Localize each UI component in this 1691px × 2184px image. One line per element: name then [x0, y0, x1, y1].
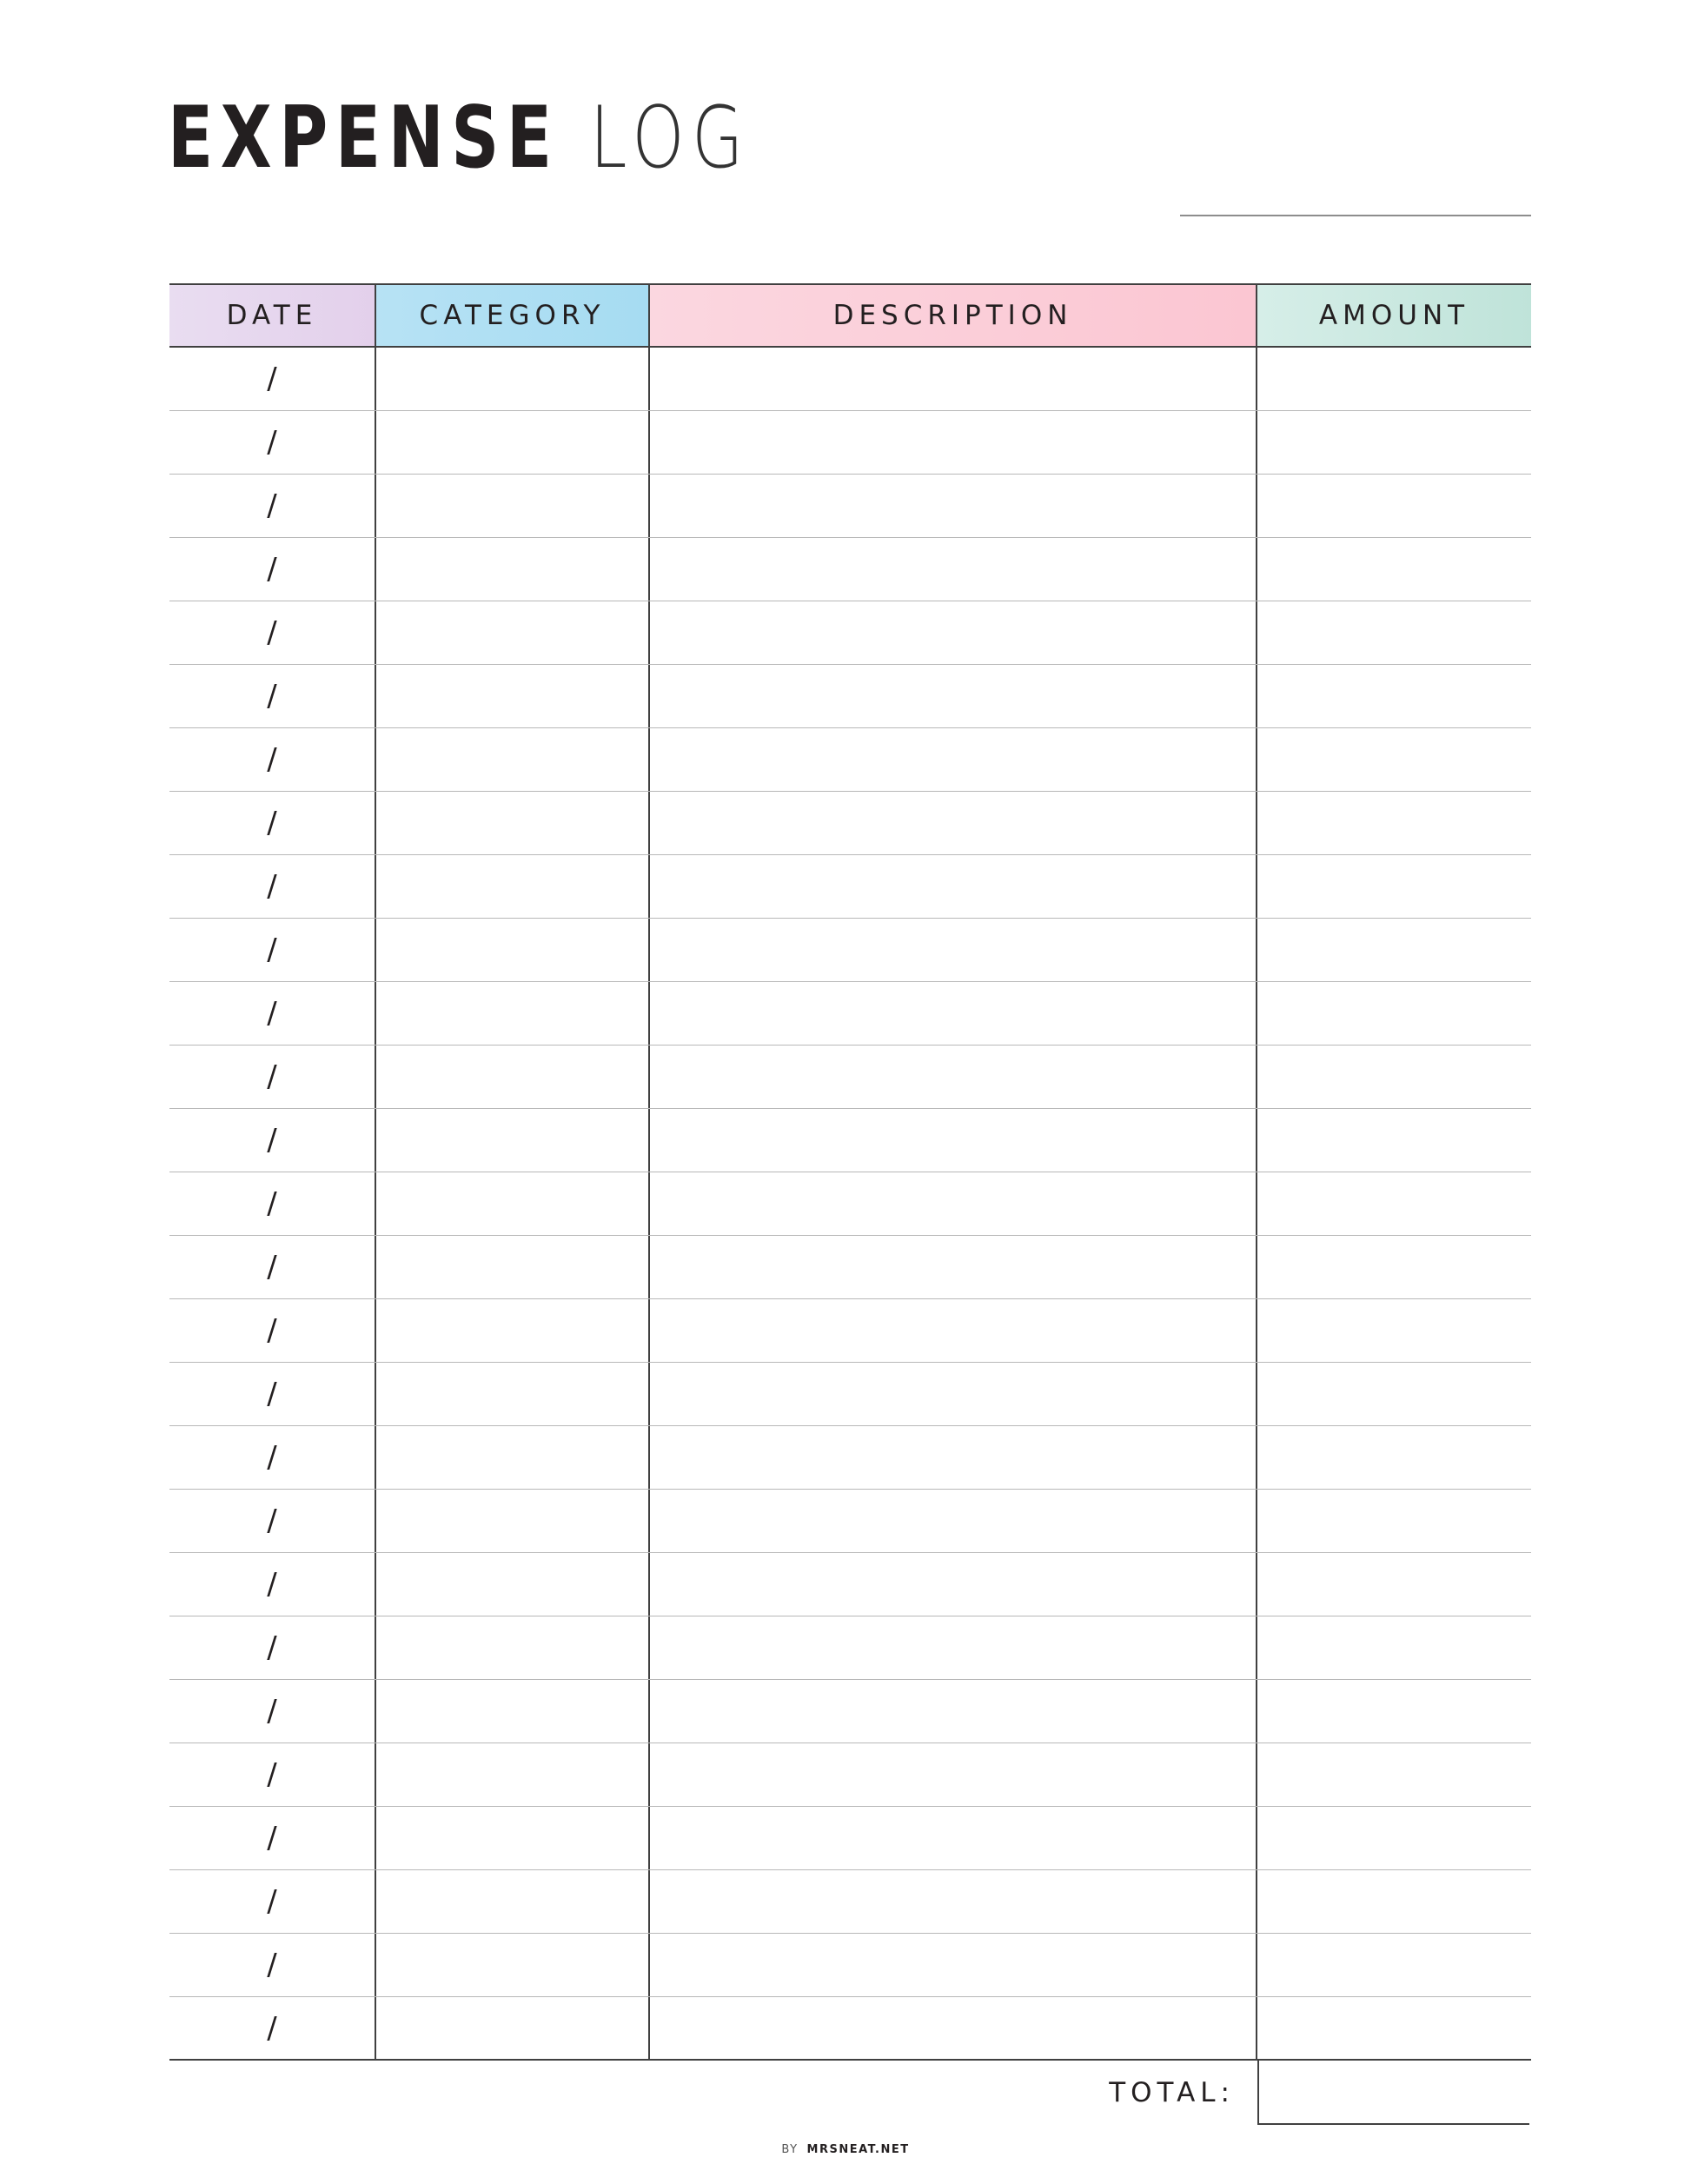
amount-cell[interactable] [1257, 1172, 1531, 1235]
date-cell[interactable]: / [169, 1172, 376, 1235]
table-row [169, 601, 1531, 665]
description-cell[interactable] [650, 1236, 1257, 1298]
category-cell[interactable] [376, 1680, 650, 1743]
date-cell[interactable]: / [169, 1553, 376, 1616]
description-cell[interactable] [650, 982, 1257, 1045]
description-cell[interactable] [650, 1172, 1257, 1235]
amount-cell[interactable] [1257, 1616, 1531, 1679]
date-cell[interactable]: / [169, 665, 376, 727]
description-cell[interactable] [650, 919, 1257, 981]
table-header [169, 283, 1531, 348]
header-description: DESCRIPTION [650, 285, 1257, 346]
description-cell[interactable] [650, 728, 1257, 791]
header-amount: AMOUNT [1257, 285, 1531, 346]
footer-by: BY [781, 2143, 799, 2156]
table-row [169, 1997, 1531, 2061]
amount-cell[interactable] [1257, 538, 1531, 601]
expense-table [169, 283, 1531, 2125]
amount-cell[interactable] [1257, 1553, 1531, 1616]
table-row [169, 348, 1531, 411]
table-row [169, 1616, 1531, 1680]
table-row [169, 792, 1531, 855]
amount-cell[interactable] [1257, 665, 1531, 727]
amount-cell[interactable] [1257, 1743, 1531, 1806]
date-cell[interactable]: / [169, 1997, 376, 2059]
date-cell[interactable]: / [169, 1743, 376, 1806]
category-cell[interactable] [376, 1490, 650, 1552]
amount-cell[interactable] [1257, 982, 1531, 1045]
table-row [169, 665, 1531, 728]
date-cell[interactable]: / [169, 855, 376, 918]
description-cell[interactable] [650, 538, 1257, 601]
table-body [169, 348, 1531, 2061]
amount-cell[interactable] [1257, 1299, 1531, 1362]
date-cell[interactable]: / [169, 1426, 376, 1489]
date-cell[interactable]: / [169, 1299, 376, 1362]
header-category: CATEGORY [376, 285, 650, 346]
table-row [169, 1046, 1531, 1109]
title-light: LOG [589, 89, 751, 188]
date-cell[interactable]: / [169, 1046, 376, 1108]
date-cell[interactable]: / [169, 348, 376, 410]
category-cell[interactable] [376, 1172, 650, 1235]
date-cell[interactable]: / [169, 1807, 376, 1869]
category-cell[interactable] [376, 1743, 650, 1806]
description-cell[interactable] [650, 1299, 1257, 1362]
category-cell[interactable] [376, 1807, 650, 1869]
description-cell[interactable] [650, 1553, 1257, 1616]
category-cell[interactable] [376, 348, 650, 410]
date-cell[interactable]: / [169, 475, 376, 537]
table-row [169, 1934, 1531, 1997]
category-cell[interactable] [376, 982, 650, 1045]
amount-cell[interactable] [1257, 348, 1531, 410]
description-cell[interactable] [650, 475, 1257, 537]
description-cell[interactable] [650, 855, 1257, 918]
footer-brand: MRSNEAT.NET [806, 2143, 910, 2156]
table-row [169, 1870, 1531, 1934]
date-cell[interactable]: / [169, 1490, 376, 1552]
amount-cell[interactable] [1257, 855, 1531, 918]
amount-cell[interactable] [1257, 475, 1531, 537]
amount-cell[interactable] [1257, 601, 1531, 664]
table-row [169, 1743, 1531, 1807]
header-date: DATE [169, 285, 376, 346]
amount-cell[interactable] [1257, 1109, 1531, 1172]
description-cell[interactable] [650, 348, 1257, 410]
category-cell[interactable] [376, 1934, 650, 1996]
table-row [169, 1490, 1531, 1553]
date-cell[interactable]: / [169, 411, 376, 474]
amount-cell[interactable] [1257, 728, 1531, 791]
amount-cell[interactable] [1257, 1997, 1531, 2059]
amount-cell[interactable] [1257, 1934, 1531, 1996]
table-row [169, 1807, 1531, 1870]
table-row [169, 855, 1531, 919]
category-cell[interactable] [376, 919, 650, 981]
description-cell[interactable] [650, 601, 1257, 664]
description-cell[interactable] [650, 1934, 1257, 1996]
description-cell[interactable] [650, 1490, 1257, 1552]
total-label: TOTAL: [1109, 2077, 1235, 2108]
date-cell[interactable]: / [169, 1363, 376, 1425]
date-cell[interactable]: / [169, 1934, 376, 1996]
description-cell[interactable] [650, 792, 1257, 854]
date-cell[interactable]: / [169, 982, 376, 1045]
category-cell[interactable] [376, 1046, 650, 1108]
table-row [169, 538, 1531, 601]
table-row [169, 1363, 1531, 1426]
page-title [168, 89, 751, 188]
category-cell[interactable] [376, 1870, 650, 1933]
total-amount-field[interactable] [1257, 2061, 1529, 2125]
table-row [169, 411, 1531, 475]
description-cell[interactable] [650, 1870, 1257, 1933]
category-cell[interactable] [376, 1299, 650, 1362]
date-cell[interactable]: / [169, 1680, 376, 1743]
amount-cell[interactable] [1257, 1046, 1531, 1108]
description-cell[interactable] [650, 1807, 1257, 1869]
category-cell[interactable] [376, 1236, 650, 1298]
description-cell[interactable] [650, 665, 1257, 727]
footer-credit [0, 2143, 1691, 2156]
date-cell[interactable]: / [169, 728, 376, 791]
category-cell[interactable] [376, 1553, 650, 1616]
table-row [169, 1553, 1531, 1616]
category-cell[interactable] [376, 728, 650, 791]
description-cell[interactable] [650, 1363, 1257, 1425]
date-cell[interactable]: / [169, 919, 376, 981]
date-cell[interactable]: / [169, 1236, 376, 1298]
category-cell[interactable] [376, 1616, 650, 1679]
table-row [169, 1172, 1531, 1236]
category-cell[interactable] [376, 475, 650, 537]
date-cell[interactable]: / [169, 538, 376, 601]
name-write-line[interactable] [1180, 215, 1531, 216]
table-row [169, 1109, 1531, 1172]
amount-cell[interactable] [1257, 1236, 1531, 1298]
date-cell[interactable]: / [169, 1870, 376, 1933]
category-cell[interactable] [376, 601, 650, 664]
date-cell[interactable]: / [169, 1616, 376, 1679]
category-cell[interactable] [376, 538, 650, 601]
category-cell[interactable] [376, 1997, 650, 2059]
date-cell[interactable]: / [169, 1109, 376, 1172]
table-row [169, 475, 1531, 538]
amount-cell[interactable] [1257, 1870, 1531, 1933]
category-cell[interactable] [376, 1109, 650, 1172]
amount-cell[interactable] [1257, 1807, 1531, 1869]
table-row [169, 982, 1531, 1046]
category-cell[interactable] [376, 411, 650, 474]
description-cell[interactable] [650, 1743, 1257, 1806]
description-cell[interactable] [650, 1046, 1257, 1108]
category-cell[interactable] [376, 855, 650, 918]
category-cell[interactable] [376, 792, 650, 854]
category-cell[interactable] [376, 1363, 650, 1425]
category-cell[interactable] [376, 1426, 650, 1489]
table-row [169, 728, 1531, 792]
amount-cell[interactable] [1257, 919, 1531, 981]
table-row [169, 1426, 1531, 1490]
total-row [169, 2061, 1531, 2125]
amount-cell[interactable] [1257, 1363, 1531, 1425]
date-cell[interactable]: / [169, 792, 376, 854]
table-row [169, 1680, 1531, 1743]
category-cell[interactable] [376, 665, 650, 727]
amount-cell[interactable] [1257, 1680, 1531, 1743]
amount-cell[interactable] [1257, 792, 1531, 854]
description-cell[interactable] [650, 1426, 1257, 1489]
description-cell[interactable] [650, 1616, 1257, 1679]
description-cell[interactable] [650, 1997, 1257, 2059]
amount-cell[interactable] [1257, 1426, 1531, 1489]
description-cell[interactable] [650, 411, 1257, 474]
table-row [169, 919, 1531, 982]
table-row [169, 1299, 1531, 1363]
description-cell[interactable] [650, 1109, 1257, 1172]
amount-cell[interactable] [1257, 411, 1531, 474]
table-row [169, 1236, 1531, 1299]
date-cell[interactable]: / [169, 601, 376, 664]
description-cell[interactable] [650, 1680, 1257, 1743]
title-bold: EXPENSE [168, 89, 560, 188]
amount-cell[interactable] [1257, 1490, 1531, 1552]
